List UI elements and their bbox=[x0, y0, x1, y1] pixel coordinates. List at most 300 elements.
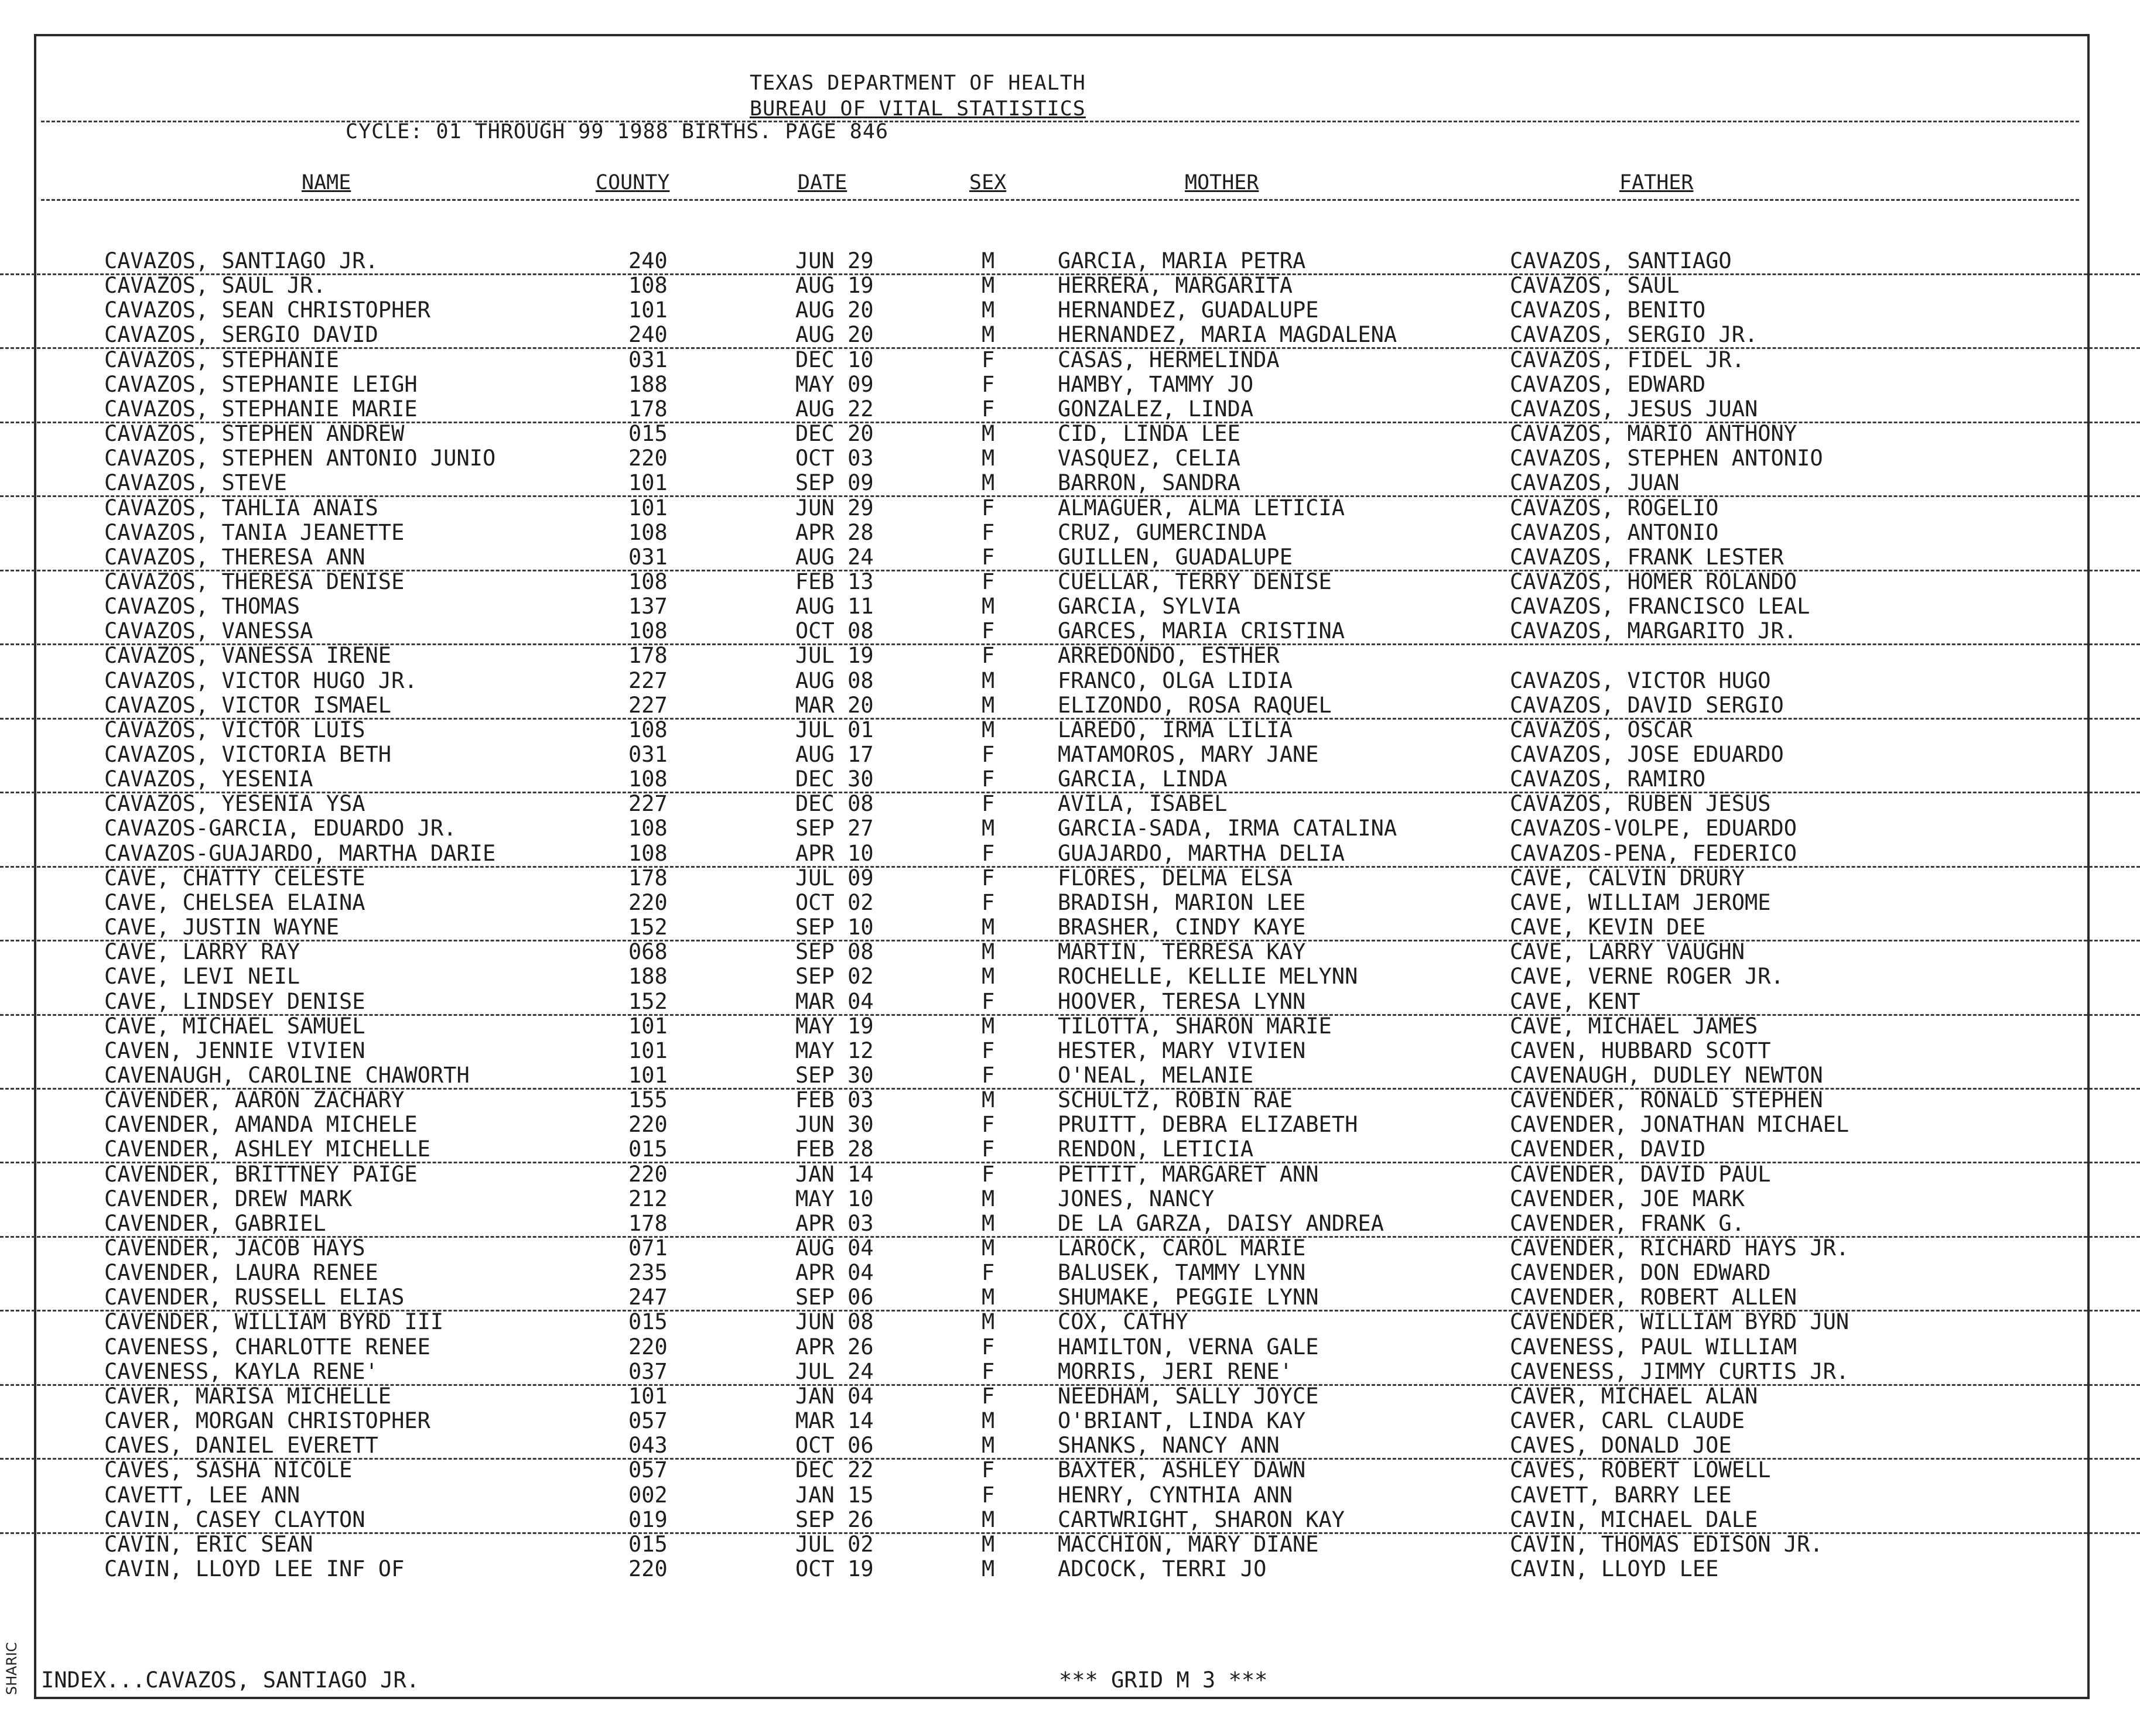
cell-county: 235 bbox=[628, 1260, 668, 1286]
cell-father: CAVE, KENT bbox=[1510, 988, 1640, 1014]
cell-date: APR 26 bbox=[795, 1334, 874, 1360]
table-row bbox=[0, 1508, 2140, 1534]
cell-mother: ALMAGUER, ALMA LETICIA bbox=[1058, 495, 1345, 521]
header-department: TEXAS DEPARTMENT OF HEALTH bbox=[750, 71, 1086, 95]
cell-sex: F bbox=[982, 1260, 995, 1286]
cell-county: 057 bbox=[628, 1408, 668, 1434]
cell-sex: F bbox=[982, 840, 995, 866]
cell-mother: LAROCK, CAROL MARIE bbox=[1058, 1235, 1306, 1261]
cell-name: CAVAZOS, STEPHANIE bbox=[104, 347, 339, 372]
cell-date: FEB 28 bbox=[795, 1136, 874, 1162]
cell-mother: SHUMAKE, PEGGIE LYNN bbox=[1058, 1285, 1319, 1310]
cell-sex: F bbox=[982, 1062, 995, 1088]
cell-name: CAVENDER, AMANDA MICHELE bbox=[104, 1112, 418, 1138]
cell-county: 057 bbox=[628, 1457, 668, 1483]
cell-mother: GUAJARDO, MARTHA DELIA bbox=[1058, 840, 1345, 866]
cell-name: CAVE, LARRY RAY bbox=[104, 939, 300, 965]
cell-father: CAVETT, BARRY LEE bbox=[1510, 1482, 1732, 1508]
cell-father: CAVE, CALVIN DRURY bbox=[1510, 865, 1745, 891]
cell-county: 220 bbox=[628, 1161, 668, 1187]
cell-county: 108 bbox=[628, 840, 668, 866]
cell-date: DEC 30 bbox=[795, 766, 874, 792]
side-mark: SHARIC bbox=[4, 1642, 20, 1696]
cell-sex: M bbox=[982, 273, 995, 299]
cell-county: 015 bbox=[628, 1309, 668, 1335]
cell-sex: M bbox=[982, 1210, 995, 1236]
cell-date: JUL 02 bbox=[795, 1531, 874, 1557]
cell-sex: M bbox=[982, 1506, 995, 1532]
cell-mother: GARCIA-SADA, IRMA CATALINA bbox=[1058, 816, 1397, 841]
cell-county: 152 bbox=[628, 988, 668, 1014]
cell-sex: F bbox=[982, 988, 995, 1014]
cell-name: CAVENDER, WILLIAM BYRD III bbox=[104, 1309, 444, 1335]
cell-sex: M bbox=[982, 1309, 995, 1335]
cell-date: DEC 08 bbox=[795, 791, 874, 817]
cell-sex: F bbox=[982, 1112, 995, 1138]
cell-mother: GARCIA, LINDA bbox=[1058, 766, 1228, 792]
cell-county: 101 bbox=[628, 495, 668, 521]
cell-date: JUL 24 bbox=[795, 1358, 874, 1384]
cell-county: 108 bbox=[628, 618, 668, 644]
table-row bbox=[0, 1360, 2140, 1386]
cell-mother: TILOTTA, SHARON MARIE bbox=[1058, 1013, 1332, 1039]
cell-sex: F bbox=[982, 544, 995, 570]
cell-sex: M bbox=[982, 939, 995, 965]
cell-sex: M bbox=[982, 322, 995, 348]
cell-sex: F bbox=[982, 1383, 995, 1409]
cell-sex: F bbox=[982, 618, 995, 644]
cell-sex: F bbox=[982, 643, 995, 669]
cell-mother: CARTWRIGHT, SHARON KAY bbox=[1058, 1506, 1345, 1532]
table-row bbox=[0, 249, 2140, 275]
cell-father: CAVAZOS, ANTONIO bbox=[1510, 519, 1719, 545]
table-row bbox=[0, 1261, 2140, 1285]
cell-mother: GUILLEN, GUADALUPE bbox=[1058, 544, 1293, 570]
cell-name: CAVES, DANIEL EVERETT bbox=[104, 1433, 378, 1458]
cell-father: CAVENDER, FRANK G. bbox=[1510, 1210, 1745, 1236]
cell-father: CAVIN, THOMAS EDISON JR. bbox=[1510, 1531, 1823, 1557]
cell-county: 247 bbox=[628, 1285, 668, 1310]
cell-name: CAVAZOS, SEAN CHRISTOPHER bbox=[104, 297, 430, 323]
cell-mother: HERNANDEZ, GUADALUPE bbox=[1058, 297, 1319, 323]
cell-father: CAVAZOS-VOLPE, EDUARDO bbox=[1510, 816, 1797, 841]
cell-county: 031 bbox=[628, 347, 668, 372]
cell-date: AUG 08 bbox=[795, 667, 874, 693]
cell-mother: CRUZ, GUMERCINDA bbox=[1058, 519, 1267, 545]
cell-mother: SHANKS, NANCY ANN bbox=[1058, 1433, 1280, 1458]
cell-father: CAVES, ROBERT LOWELL bbox=[1510, 1457, 1771, 1483]
cell-sex: M bbox=[982, 297, 995, 323]
cell-date: OCT 08 bbox=[795, 618, 874, 644]
column-header-date: DATE bbox=[798, 171, 847, 194]
cell-county: 178 bbox=[628, 1210, 668, 1236]
cell-father: CAVAZOS, VICTOR HUGO bbox=[1510, 667, 1771, 693]
cell-father: CAVAZOS, FRANK LESTER bbox=[1510, 544, 1784, 570]
cell-date: AUG 19 bbox=[795, 273, 874, 299]
table-row bbox=[0, 594, 2140, 619]
cell-father: CAVER, CARL CLAUDE bbox=[1510, 1408, 1745, 1434]
cell-date: APR 03 bbox=[795, 1210, 874, 1236]
cell-father: CAVENDER, DON EDWARD bbox=[1510, 1260, 1771, 1286]
cell-date: SEP 09 bbox=[795, 470, 874, 496]
cell-mother: ROCHELLE, KELLIE MELYNN bbox=[1058, 964, 1358, 989]
cell-name: CAVAZOS, YESENIA bbox=[104, 766, 313, 792]
cell-county: 037 bbox=[628, 1358, 668, 1384]
cell-father: CAVAZOS, BENITO bbox=[1510, 297, 1706, 323]
cell-father: CAVENDER, RONALD STEPHEN bbox=[1510, 1087, 1823, 1113]
cell-date: MAY 09 bbox=[795, 371, 874, 397]
cell-date: JUN 29 bbox=[795, 248, 874, 273]
cell-name: CAVAZOS, VICTOR ISMAEL bbox=[104, 692, 392, 718]
cell-mother: VASQUEZ, CELIA bbox=[1058, 446, 1240, 471]
cell-father: CAVAZOS, OSCAR bbox=[1510, 717, 1693, 742]
cell-date: AUG 24 bbox=[795, 544, 874, 570]
cell-mother: MACCHION, MARY DIANE bbox=[1058, 1531, 1319, 1557]
column-header-name: NAME bbox=[302, 171, 351, 194]
cell-father: CAVENESS, JIMMY CURTIS JR. bbox=[1510, 1358, 1850, 1384]
cell-date: JAN 04 bbox=[795, 1383, 874, 1409]
cell-sex: M bbox=[982, 1235, 995, 1261]
cell-name: CAVE, LEVI NEIL bbox=[104, 964, 300, 989]
table-row bbox=[0, 521, 2140, 545]
cell-date: MAY 12 bbox=[795, 1038, 874, 1063]
cell-father: CAVENDER, WILLIAM BYRD JUN bbox=[1510, 1309, 1850, 1335]
cell-mother: HENRY, CYNTHIA ANN bbox=[1058, 1482, 1293, 1508]
cell-date: OCT 02 bbox=[795, 889, 874, 915]
cell-county: 227 bbox=[628, 692, 668, 718]
table-row bbox=[0, 471, 2140, 497]
table-row bbox=[0, 1557, 2140, 1581]
cell-sex: M bbox=[982, 1408, 995, 1434]
cell-mother: HAMBY, TAMMY JO bbox=[1058, 371, 1254, 397]
cell-date: APR 28 bbox=[795, 519, 874, 545]
cell-father: CAVEN, HUBBARD SCOTT bbox=[1510, 1038, 1771, 1063]
cell-county: 108 bbox=[628, 717, 668, 742]
cell-date: MAY 10 bbox=[795, 1186, 874, 1211]
cell-name: CAVAZOS, SAUL JR. bbox=[104, 273, 326, 299]
cell-county: 071 bbox=[628, 1235, 668, 1261]
cell-name: CAVAZOS, VICTOR HUGO JR. bbox=[104, 667, 418, 693]
cell-father: CAVE, WILLIAM JEROME bbox=[1510, 889, 1771, 915]
cell-mother: O'BRIANT, LINDA KAY bbox=[1058, 1408, 1306, 1434]
cell-name: CAVAZOS, THOMAS bbox=[104, 594, 300, 619]
cell-father: CAVENDER, DAVID PAUL bbox=[1510, 1161, 1771, 1187]
cell-father: CAVAZOS, FRANCISCO LEAL bbox=[1510, 594, 1810, 619]
cell-date: AUG 20 bbox=[795, 297, 874, 323]
cell-name: CAVE, LINDSEY DENISE bbox=[104, 988, 365, 1014]
cell-mother: HERRERA, MARGARITA bbox=[1058, 273, 1293, 299]
cell-sex: F bbox=[982, 1038, 995, 1063]
cell-sex: M bbox=[982, 717, 995, 742]
cell-county: 220 bbox=[628, 446, 668, 471]
cell-mother: BARRON, SANDRA bbox=[1058, 470, 1240, 496]
cell-date: JAN 15 bbox=[795, 1482, 874, 1508]
cell-name: CAVAZOS, TAHLIA ANAIS bbox=[104, 495, 378, 521]
table-row bbox=[0, 1137, 2140, 1163]
table-row bbox=[0, 372, 2140, 397]
cell-sex: F bbox=[982, 791, 995, 817]
table-row bbox=[0, 570, 2140, 594]
cell-name: CAVAZOS-GARCIA, EDUARDO JR. bbox=[104, 816, 457, 841]
cell-county: 015 bbox=[628, 1531, 668, 1557]
footer-grid: *** GRID M 3 *** bbox=[1059, 1667, 1268, 1693]
cell-county: 108 bbox=[628, 766, 668, 792]
table-row bbox=[0, 1211, 2140, 1238]
cell-date: FEB 03 bbox=[795, 1087, 874, 1113]
cell-date: SEP 26 bbox=[795, 1506, 874, 1532]
cell-county: 101 bbox=[628, 1038, 668, 1063]
cell-mother: O'NEAL, MELANIE bbox=[1058, 1062, 1254, 1088]
table-row bbox=[0, 496, 2140, 521]
table-row bbox=[0, 1039, 2140, 1063]
cell-sex: M bbox=[982, 667, 995, 693]
cell-mother: ELIZONDO, ROSA RAQUEL bbox=[1058, 692, 1332, 718]
table-row bbox=[0, 841, 2140, 868]
cell-sex: M bbox=[982, 816, 995, 841]
cell-father: CAVAZOS, SAUL bbox=[1510, 273, 1680, 299]
table-row bbox=[0, 323, 2140, 349]
cell-father: CAVER, MICHAEL ALAN bbox=[1510, 1383, 1758, 1409]
cell-sex: M bbox=[982, 1087, 995, 1113]
cell-sex: M bbox=[982, 446, 995, 471]
cell-mother: BAXTER, ASHLEY DAWN bbox=[1058, 1457, 1306, 1483]
cell-date: MAR 04 bbox=[795, 988, 874, 1014]
cell-date: AUG 11 bbox=[795, 594, 874, 619]
cell-name: CAVAZOS, VICTORIA BETH bbox=[104, 742, 392, 767]
cell-name: CAVE, MICHAEL SAMUEL bbox=[104, 1013, 365, 1039]
cell-mother: FLORES, DELMA ELSA bbox=[1058, 865, 1293, 891]
cell-county: 227 bbox=[628, 667, 668, 693]
table-row bbox=[0, 273, 2140, 298]
table-row bbox=[0, 1335, 2140, 1360]
cell-date: APR 10 bbox=[795, 840, 874, 866]
cell-father: CAVAZOS, FIDEL JR. bbox=[1510, 347, 1745, 372]
cell-date: AUG 20 bbox=[795, 322, 874, 348]
table-row bbox=[0, 1014, 2140, 1039]
cell-date: JUL 01 bbox=[795, 717, 874, 742]
cell-date: JUL 19 bbox=[795, 643, 874, 669]
cell-county: 220 bbox=[628, 889, 668, 915]
cell-name: CAVAZOS, THERESA ANN bbox=[104, 544, 365, 570]
cell-county: 108 bbox=[628, 273, 668, 299]
cell-father: CAVE, LARRY VAUGHN bbox=[1510, 939, 1745, 965]
cell-date: DEC 22 bbox=[795, 1457, 874, 1483]
cell-county: 220 bbox=[628, 1334, 668, 1360]
cell-date: JUN 29 bbox=[795, 495, 874, 521]
cell-father: CAVIN, LLOYD LEE bbox=[1510, 1556, 1719, 1581]
cell-father: CAVAZOS, JOSE EDUARDO bbox=[1510, 742, 1784, 767]
cell-mother: CASAS, HERMELINDA bbox=[1058, 347, 1280, 372]
cell-county: 015 bbox=[628, 1136, 668, 1162]
table-row bbox=[0, 545, 2140, 571]
cell-date: SEP 08 bbox=[795, 939, 874, 965]
cell-sex: F bbox=[982, 495, 995, 521]
cell-sex: F bbox=[982, 889, 995, 915]
cell-date: AUG 17 bbox=[795, 742, 874, 767]
table-row bbox=[0, 1409, 2140, 1433]
cell-county: 101 bbox=[628, 1062, 668, 1088]
cell-sex: M bbox=[982, 964, 995, 989]
cell-mother: ADCOCK, TERRI JO bbox=[1058, 1556, 1267, 1581]
cell-mother: HAMILTON, VERNA GALE bbox=[1058, 1334, 1319, 1360]
cell-father: CAVENESS, PAUL WILLIAM bbox=[1510, 1334, 1797, 1360]
cell-county: 220 bbox=[628, 1112, 668, 1138]
cell-mother: DE LA GARZA, DAISY ANDREA bbox=[1058, 1210, 1384, 1236]
cell-name: CAVAZOS, STEPHEN ANDREW bbox=[104, 421, 405, 447]
cell-name: CAVENESS, CHARLOTTE RENEE bbox=[104, 1334, 430, 1360]
cell-father: CAVAZOS, JESUS JUAN bbox=[1510, 396, 1758, 422]
table-row bbox=[0, 1112, 2140, 1137]
cell-county: 101 bbox=[628, 1383, 668, 1409]
cell-county: 101 bbox=[628, 1013, 668, 1039]
cell-county: 178 bbox=[628, 643, 668, 669]
cell-name: CAVE, CHELSEA ELAINA bbox=[104, 889, 365, 915]
cell-name: CAVENDER, RUSSELL ELIAS bbox=[104, 1285, 405, 1310]
cell-father: CAVAZOS, HOMER ROLANDO bbox=[1510, 569, 1797, 594]
cell-date: JUN 30 bbox=[795, 1112, 874, 1138]
cell-mother: PRUITT, DEBRA ELIZABETH bbox=[1058, 1112, 1358, 1138]
table-row bbox=[0, 940, 2140, 964]
cell-date: OCT 19 bbox=[795, 1556, 874, 1581]
cell-name: CAVAZOS, THERESA DENISE bbox=[104, 569, 405, 594]
cell-date: SEP 10 bbox=[795, 915, 874, 940]
cell-date: AUG 22 bbox=[795, 396, 874, 422]
cell-sex: F bbox=[982, 1161, 995, 1187]
cell-county: 188 bbox=[628, 371, 668, 397]
table-row bbox=[0, 1483, 2140, 1508]
table-row bbox=[0, 718, 2140, 742]
cell-name: CAVAZOS, STEPHANIE MARIE bbox=[104, 396, 418, 422]
cell-name: CAVAZOS, SERGIO DAVID bbox=[104, 322, 378, 348]
cell-father: CAVE, KEVIN DEE bbox=[1510, 915, 1706, 940]
cell-county: 137 bbox=[628, 594, 668, 619]
table-row bbox=[0, 1433, 2140, 1460]
cell-date: MAR 14 bbox=[795, 1408, 874, 1434]
cell-county: 031 bbox=[628, 742, 668, 767]
cell-sex: M bbox=[982, 915, 995, 940]
table-row bbox=[0, 915, 2140, 941]
cell-father: CAVAZOS, MARIO ANTHONY bbox=[1510, 421, 1797, 447]
cell-father: CAVENAUGH, DUDLEY NEWTON bbox=[1510, 1062, 1823, 1088]
cell-sex: F bbox=[982, 347, 995, 372]
cell-county: 188 bbox=[628, 964, 668, 989]
table-row bbox=[0, 298, 2140, 323]
cell-father: CAVAZOS, SANTIAGO bbox=[1510, 248, 1732, 273]
cell-mother: BRASHER, CINDY KAYE bbox=[1058, 915, 1306, 940]
cell-sex: F bbox=[982, 519, 995, 545]
column-header-father: FATHER bbox=[1619, 171, 1694, 194]
cell-sex: F bbox=[982, 1334, 995, 1360]
table-row bbox=[0, 348, 2140, 372]
cell-mother: RENDON, LETICIA bbox=[1058, 1136, 1254, 1162]
cell-sex: F bbox=[982, 766, 995, 792]
table-row bbox=[0, 693, 2140, 720]
cell-name: CAVAZOS, YESENIA YSA bbox=[104, 791, 365, 817]
cell-mother: LAREDO, IRMA LILIA bbox=[1058, 717, 1293, 742]
cell-name: CAVAZOS, VANESSA bbox=[104, 618, 313, 644]
cell-sex: M bbox=[982, 421, 995, 447]
cell-name: CAVER, MORGAN CHRISTOPHER bbox=[104, 1408, 430, 1434]
cell-date: MAR 20 bbox=[795, 692, 874, 718]
cell-county: 240 bbox=[628, 322, 668, 348]
cell-sex: F bbox=[982, 1136, 995, 1162]
cell-date: DEC 10 bbox=[795, 347, 874, 372]
cell-date: SEP 02 bbox=[795, 964, 874, 989]
cell-name: CAVIN, CASEY CLAYTON bbox=[104, 1506, 365, 1532]
table-row bbox=[0, 792, 2140, 816]
cell-sex: M bbox=[982, 470, 995, 496]
cell-name: CAVENDER, LAURA RENEE bbox=[104, 1260, 378, 1286]
cell-mother: GARCIA, SYLVIA bbox=[1058, 594, 1240, 619]
cell-father: CAVENDER, DAVID bbox=[1510, 1136, 1706, 1162]
cell-father: CAVIN, MICHAEL DALE bbox=[1510, 1506, 1758, 1532]
cell-mother: MATAMOROS, MARY JANE bbox=[1058, 742, 1319, 767]
cell-mother: AVILA, ISABEL bbox=[1058, 791, 1228, 817]
cell-name: CAVEN, JENNIE VIVIEN bbox=[104, 1038, 365, 1063]
cell-father: CAVAZOS, ROGELIO bbox=[1510, 495, 1719, 521]
cell-father: CAVAZOS-PENA, FEDERICO bbox=[1510, 840, 1797, 866]
cell-date: SEP 30 bbox=[795, 1062, 874, 1088]
table-row bbox=[0, 742, 2140, 767]
cell-mother: MORRIS, JERI RENE' bbox=[1058, 1358, 1293, 1384]
cell-date: AUG 04 bbox=[795, 1235, 874, 1261]
header-bureau: BUREAU OF VITAL STATISTICS bbox=[750, 97, 1086, 121]
table-row bbox=[0, 1458, 2140, 1482]
column-header-county: COUNTY bbox=[596, 171, 670, 194]
cell-sex: F bbox=[982, 742, 995, 767]
table-row bbox=[0, 964, 2140, 989]
cell-sex: M bbox=[982, 1556, 995, 1581]
cell-name: CAVENESS, KAYLA RENE' bbox=[104, 1358, 378, 1384]
cell-name: CAVES, SASHA NICOLE bbox=[104, 1457, 353, 1483]
cell-county: 155 bbox=[628, 1087, 668, 1113]
cell-mother: CUELLAR, TERRY DENISE bbox=[1058, 569, 1332, 594]
cell-mother: MARTIN, TERRESA KAY bbox=[1058, 939, 1306, 965]
cell-name: CAVETT, LEE ANN bbox=[104, 1482, 300, 1508]
cell-name: CAVENDER, BRITTNEY PAIGE bbox=[104, 1161, 418, 1187]
cell-date: JUL 09 bbox=[795, 865, 874, 891]
cell-father: CAVAZOS, SERGIO JR. bbox=[1510, 322, 1758, 348]
cell-name: CAVENAUGH, CAROLINE CHAWORTH bbox=[104, 1062, 470, 1088]
cell-father: CAVENDER, JONATHAN MICHAEL bbox=[1510, 1112, 1850, 1138]
cell-father: CAVAZOS, RUBEN JESUS bbox=[1510, 791, 1771, 817]
cell-mother: ARREDONDO, ESTHER bbox=[1058, 643, 1280, 669]
cell-county: 227 bbox=[628, 791, 668, 817]
cell-sex: M bbox=[982, 1285, 995, 1310]
cell-sex: M bbox=[982, 594, 995, 619]
cell-mother: JONES, NANCY bbox=[1058, 1186, 1215, 1211]
cell-father: CAVAZOS, MARGARITO JR. bbox=[1510, 618, 1797, 644]
cell-sex: M bbox=[982, 248, 995, 273]
table-row bbox=[0, 1162, 2140, 1187]
table-row bbox=[0, 397, 2140, 423]
cell-county: 015 bbox=[628, 421, 668, 447]
cell-date: JUN 08 bbox=[795, 1309, 874, 1335]
table-row bbox=[0, 1187, 2140, 1211]
cell-county: 212 bbox=[628, 1186, 668, 1211]
cell-mother: HESTER, MARY VIVIEN bbox=[1058, 1038, 1306, 1063]
cell-county: 152 bbox=[628, 915, 668, 940]
table-row bbox=[0, 643, 2140, 668]
cell-sex: M bbox=[982, 1013, 995, 1039]
cell-name: CAVIN, LLOYD LEE INF OF bbox=[104, 1556, 405, 1581]
cell-father: CAVENDER, RICHARD HAYS JR. bbox=[1510, 1235, 1850, 1261]
cell-name: CAVAZOS, STEPHEN ANTONIO JUNIO bbox=[104, 446, 496, 471]
cell-father: CAVAZOS, EDWARD bbox=[1510, 371, 1706, 397]
table-row bbox=[0, 891, 2140, 915]
table-row bbox=[0, 446, 2140, 471]
cell-father: CAVAZOS, JUAN bbox=[1510, 470, 1680, 496]
